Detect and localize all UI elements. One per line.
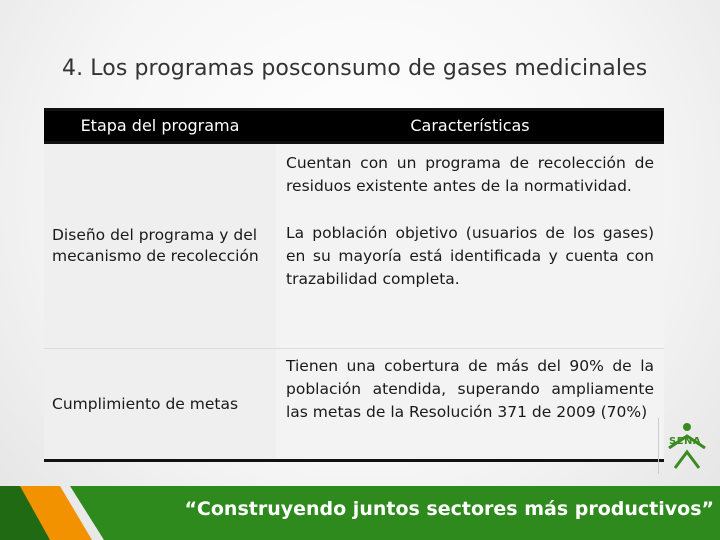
sena-logo-text: SENA [669,436,702,447]
stage-text: Cumplimiento de metas [52,394,239,413]
comparison-table [44,108,664,462]
stage-cell [44,144,276,348]
characteristics-cell [276,144,664,348]
stage-cell [44,349,276,459]
table-header [44,111,664,144]
header-characteristics: Características [410,116,530,135]
characteristic-text: Cuentan con un programa de recolección de residuos existente antes de la normatividad. [286,154,654,195]
table-row [44,349,664,459]
header-stage: Etapa del programa [80,116,240,135]
sena-logo [658,418,715,474]
characteristic-text: Tienen una cobertura de más del 90% de la población atendida, superando ampliamente las metas de la Resolución 371 de 2009 (70%) [286,357,654,421]
characteristic-text: La población objetivo (usuarios de los gases) en su mayoría está identificada y cuenta con trazabilidad completa. [286,224,654,288]
stage-text: Diseño del programa y del mecanismo de recolección [52,226,259,265]
slide-title: 4. Los programas posconsumo de gases medicinales [62,56,648,81]
table-row [44,144,664,349]
footer-slogan: “Construyendo juntos sectores más productivos” [184,498,714,520]
characteristics-cell [276,349,664,459]
